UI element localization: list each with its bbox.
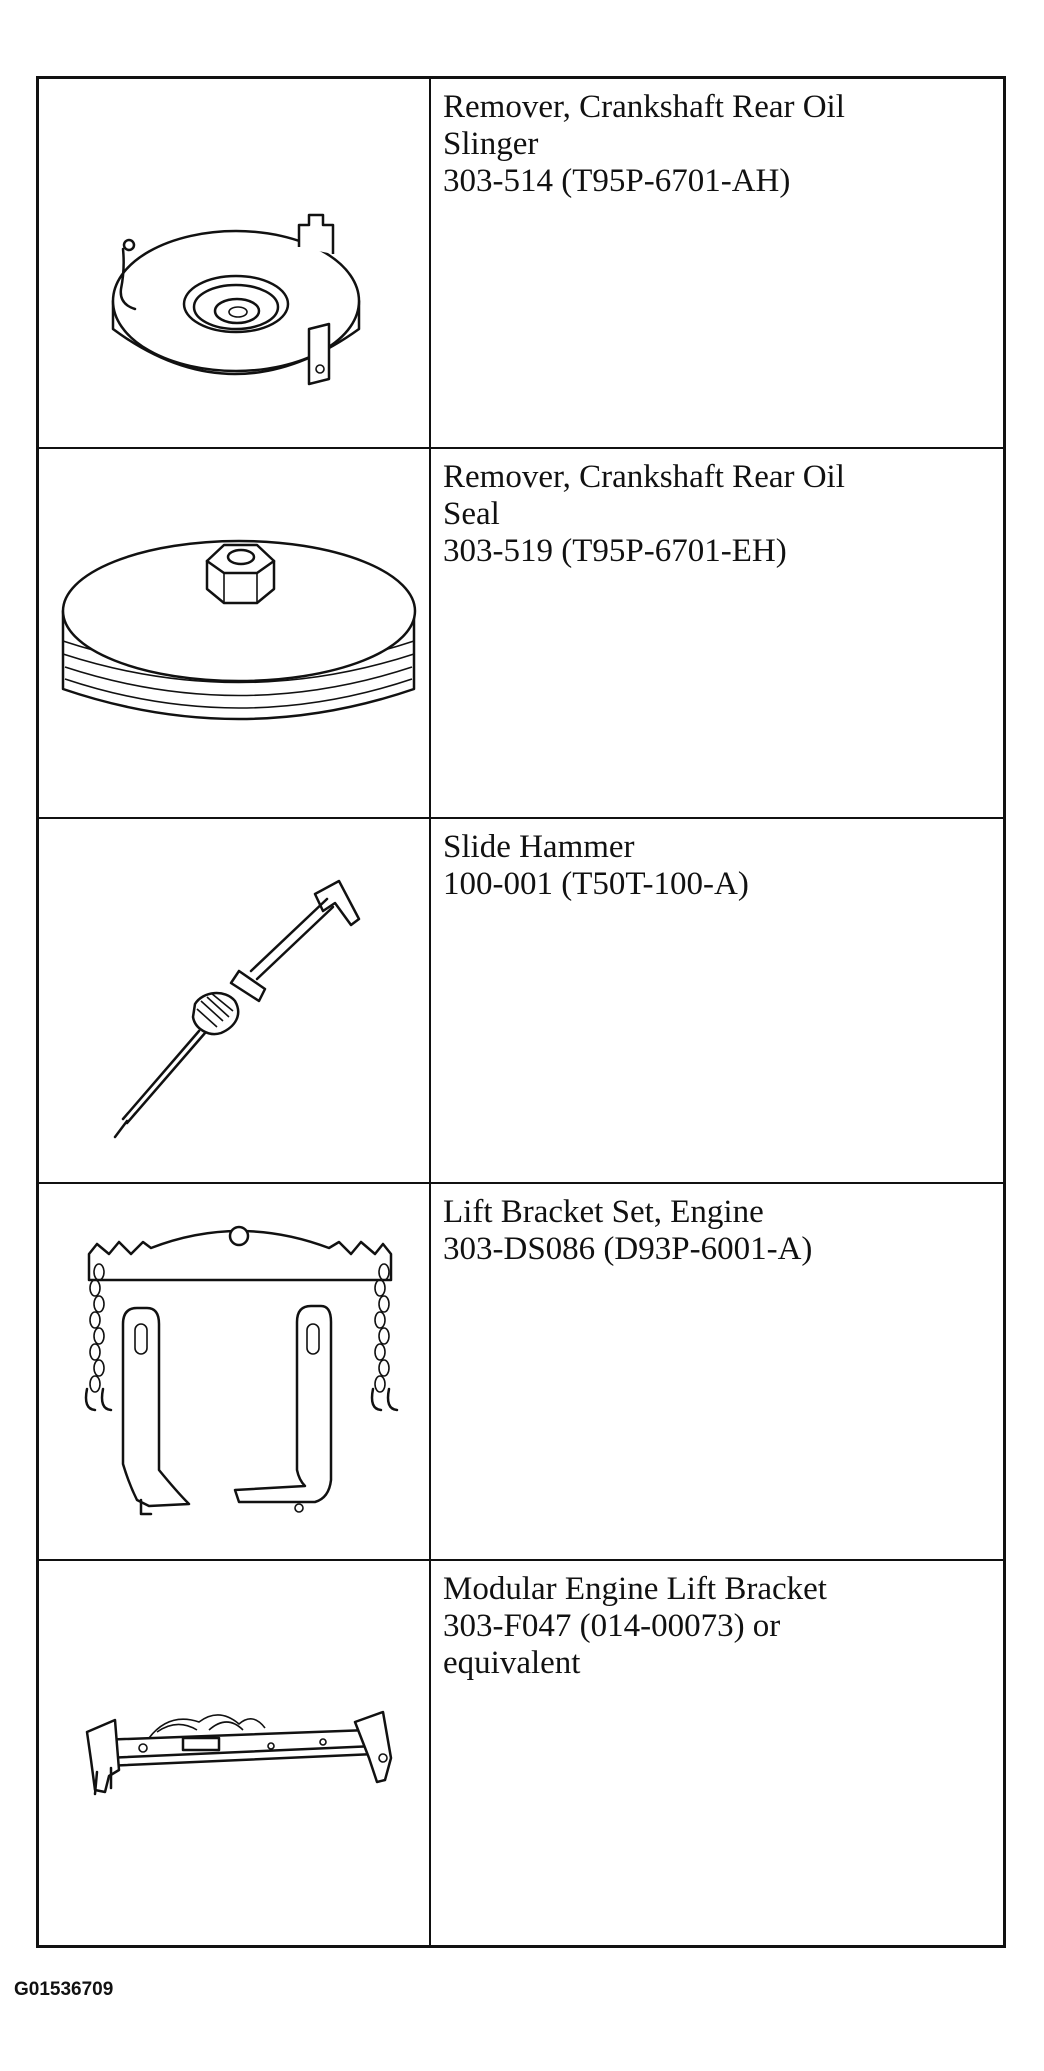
illustration-cell [39, 1184, 431, 1559]
illustration-cell [39, 1561, 431, 1945]
special-tools-table [36, 76, 1006, 1948]
tool-part-number: 303-514 (T95P-6701-AH) [443, 163, 791, 199]
tool-description [443, 1571, 989, 1682]
tool-name-line: Seal [443, 496, 500, 532]
illustration-cell [39, 819, 431, 1182]
tool-name-line: Slide Hammer [443, 829, 635, 865]
modular-lift-bracket-icon [39, 1561, 429, 1945]
tool-name-line: Remover, Crankshaft Rear Oil [443, 459, 845, 495]
tool-part-number: 303-519 (T95P-6701-EH) [443, 533, 787, 569]
tool-row [39, 449, 1003, 819]
illustration-cell [39, 79, 431, 447]
tool-row [39, 1184, 1003, 1561]
tool-name-line: Remover, Crankshaft Rear Oil [443, 89, 845, 125]
tool-row [39, 1561, 1003, 1945]
lift-bracket-set-icon [39, 1184, 429, 1559]
tool-name-line: Modular Engine Lift Bracket [443, 1571, 827, 1607]
chain-left [90, 1264, 104, 1392]
tool-description [443, 89, 989, 200]
illustration-cell [39, 449, 431, 817]
oil-slinger-remover-icon [39, 79, 429, 447]
oil-seal-remover-icon [39, 449, 429, 817]
tool-name-line: Slinger [443, 126, 539, 162]
slide-hammer-icon [39, 819, 429, 1182]
tool-note: equivalent [443, 1645, 581, 1681]
figure-id: G01536709 [14, 1979, 114, 2000]
tool-row [39, 819, 1003, 1184]
tool-description [443, 1194, 989, 1268]
tool-row [39, 79, 1003, 449]
tool-part-number: 303-DS086 (D93P-6001-A) [443, 1231, 813, 1267]
chain-right [375, 1264, 389, 1392]
tool-part-number: 303-F047 (014-00073) or [443, 1608, 781, 1644]
tool-description [443, 829, 989, 903]
tool-description [443, 459, 989, 570]
tool-part-number: 100-001 (T50T-100-A) [443, 866, 749, 902]
tool-name-line: Lift Bracket Set, Engine [443, 1194, 764, 1230]
